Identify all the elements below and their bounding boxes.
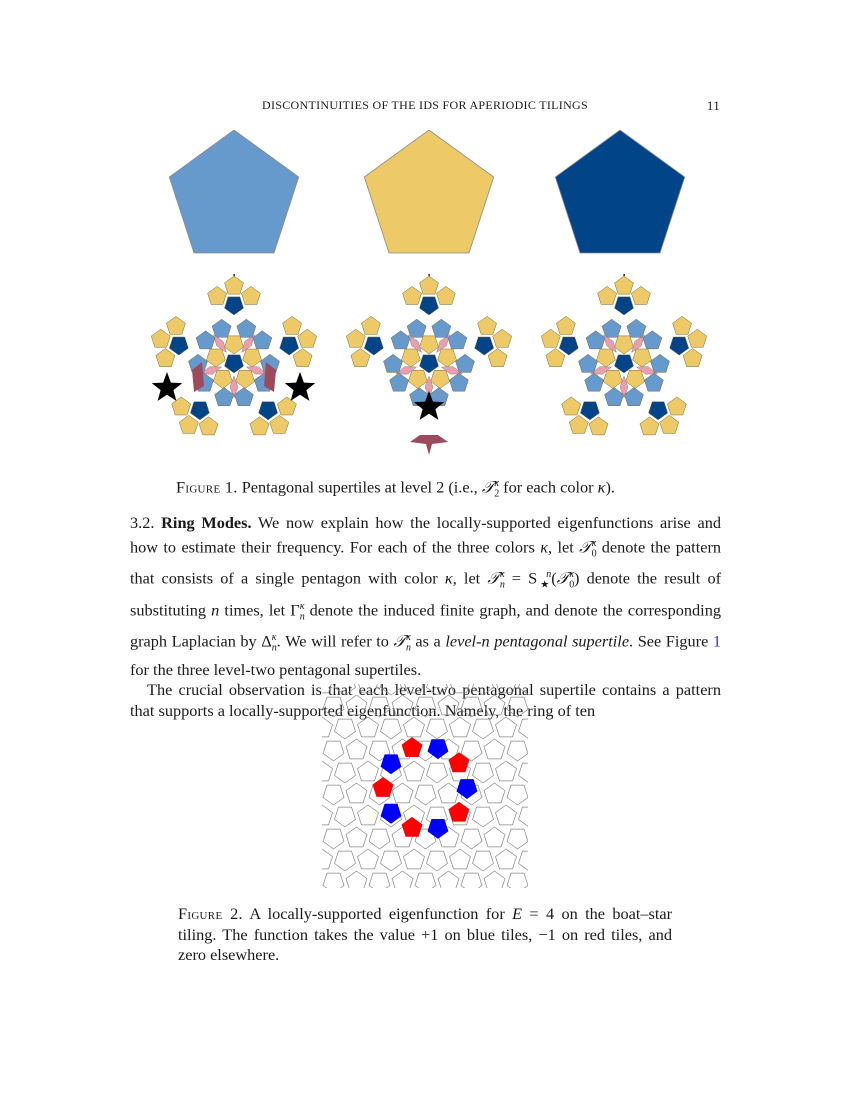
- tile-outline: [369, 873, 390, 888]
- math-n: n: [211, 600, 220, 620]
- tile: [448, 331, 467, 349]
- tile: [253, 331, 272, 349]
- math-E: E: [512, 904, 523, 923]
- tile: [627, 319, 646, 337]
- tile: [670, 337, 689, 355]
- tile-outline: [323, 697, 344, 717]
- tile: [651, 354, 670, 372]
- caption-label: Figure 1.: [176, 477, 238, 497]
- tile: [250, 417, 269, 435]
- tile: [206, 349, 225, 367]
- tile-outline: [323, 785, 344, 805]
- tile-outline: [484, 739, 505, 759]
- math-kappa: κ: [540, 537, 549, 557]
- tile-outline: [461, 697, 482, 717]
- tile-outline: [496, 761, 517, 781]
- tile: [390, 373, 409, 391]
- tile: [408, 370, 427, 388]
- black-star: [285, 372, 315, 401]
- tile-outline: [519, 719, 529, 739]
- tile: [546, 349, 565, 367]
- tile-outline: [346, 783, 367, 803]
- tile: [225, 336, 244, 354]
- tile: [667, 397, 686, 415]
- tile: [649, 402, 668, 420]
- tile: [236, 370, 255, 388]
- paragraph-1: 3.2. Ring Modes. We now explain how the locally-supported eigenfunctions arise and how to estimate their frequency. For each of the three colors κ, let 𝒯$_0^\kappa$ denote the pattern that consists of a single pentagon with color κ, let 𝒯$_n^\kappa$ = $S_★^n(𝒯_0^\kappa)$ denote the result of substituting n times, let $\Gamma_n^\kappa$ denote the induced finite graph, and denote the corresponding graph Laplacian by $\Delta_n^\kappa$. We will refer to 𝒯$_n^\kappa$ as a level-n pentagonal supertile. See Figure 1 for the three level-two pentagonal supertiles.: [130, 513, 722, 679]
- tile: [456, 354, 475, 372]
- tile-outline: [322, 849, 333, 869]
- emphasis: level-n pentagonal supertile: [445, 631, 630, 651]
- red-tile: [402, 737, 423, 757]
- tile: [364, 337, 383, 355]
- tile-outline: [358, 805, 379, 825]
- tile-outline: [392, 695, 413, 715]
- tile-outline: [322, 805, 333, 825]
- tile: [556, 316, 575, 334]
- tile-outline: [507, 741, 528, 761]
- tile: [298, 329, 317, 347]
- tile: [283, 316, 302, 334]
- tile: [624, 388, 643, 406]
- running-head: [130, 98, 720, 116]
- tile-outline: [473, 807, 494, 827]
- tile-outline: [322, 684, 333, 693]
- tile-outline: [473, 851, 494, 871]
- paragraph-2: The crucial observation is that each level-two pentagonal supertile contains a pattern that supports a locally-supported eigenfunction. Namely, the ring of ten: [130, 680, 721, 721]
- tile: [166, 316, 185, 334]
- tile: [605, 388, 624, 406]
- tile: [401, 349, 420, 367]
- tile: [277, 397, 296, 415]
- tile: [196, 331, 215, 349]
- tile-outline: [381, 719, 402, 739]
- tile: [169, 337, 188, 355]
- tile-outline: [392, 871, 413, 888]
- tile: [579, 354, 598, 372]
- tile-outline: [392, 783, 413, 803]
- tile-outline: [322, 717, 333, 737]
- tile: [213, 370, 232, 388]
- tile-outline: [484, 871, 505, 888]
- tile-outline: [496, 849, 517, 869]
- tile-outline: [519, 807, 529, 827]
- tile-outline: [461, 873, 482, 888]
- tile: [431, 370, 450, 388]
- text: times, let Γ: [219, 600, 300, 620]
- tile-outline: [461, 829, 482, 849]
- black-star: [152, 372, 182, 401]
- figure-2-graphic: [322, 684, 528, 888]
- caption-text: for each color: [499, 477, 598, 497]
- text: , let: [548, 537, 580, 557]
- tile: [596, 349, 615, 367]
- blue-tile: [381, 804, 402, 824]
- tile: [559, 337, 578, 355]
- maroon-boat-tile: [410, 435, 448, 455]
- tile: [391, 331, 410, 349]
- tile: [420, 297, 439, 315]
- tile: [151, 329, 170, 347]
- red-tile: [402, 817, 423, 837]
- figure-2: [322, 684, 528, 888]
- math-sub: 2: [494, 488, 500, 500]
- red-tile: [373, 777, 394, 797]
- text: as a: [410, 631, 446, 651]
- tile-outline: [323, 873, 344, 888]
- math-T: 𝒯: [481, 477, 495, 497]
- tile-outline: [346, 695, 367, 715]
- tile: [598, 286, 617, 304]
- tile: [475, 337, 494, 355]
- text: denote the pattern that consists of a single pentagon with color: [130, 537, 722, 588]
- caption-text: = 4 on the boat–star tiling. The function takes the value +1 on blue tiles, −1 on red tiles, and zero elsewhere.: [178, 904, 673, 964]
- tile: [179, 415, 198, 433]
- tile: [580, 402, 599, 420]
- tile: [631, 286, 650, 304]
- tile-outline: [473, 684, 494, 695]
- tile: [293, 349, 312, 367]
- supertile-yellow: [346, 276, 511, 406]
- tile-outline: [450, 684, 471, 693]
- tile: [241, 286, 260, 304]
- tile: [351, 349, 370, 367]
- red-tile: [449, 752, 470, 772]
- caption-text: Pentagonal supertiles at level 2 (i.e.,: [237, 477, 482, 497]
- tile-outline: [358, 684, 379, 693]
- tile: [493, 329, 512, 347]
- text: for the three level-two pentagonal supertiles.: [130, 659, 422, 679]
- tiling-edges: [322, 684, 528, 888]
- tile-outline: [415, 873, 436, 888]
- text: . We will refer to: [276, 631, 394, 651]
- tile: [243, 349, 262, 367]
- tile-outline: [438, 783, 459, 803]
- tile: [438, 349, 457, 367]
- tile-outline: [358, 761, 379, 781]
- tile: [615, 336, 634, 354]
- tile: [683, 349, 702, 367]
- tile: [208, 286, 227, 304]
- tile: [673, 316, 692, 334]
- figure-1-caption: [176, 474, 615, 505]
- tile: [585, 373, 604, 391]
- tile-outline: [404, 849, 425, 869]
- figure-1-graphic: [140, 130, 720, 460]
- text: = S: [504, 568, 538, 588]
- tile: [199, 417, 218, 435]
- tile-outline: [427, 851, 448, 871]
- math-T: 𝒯: [487, 568, 500, 588]
- tile-outline: [507, 785, 528, 805]
- tile: [643, 331, 662, 349]
- text: . See Figure: [629, 631, 713, 651]
- dark-blue-pentagon: [555, 130, 684, 253]
- math-sup: κ: [494, 478, 500, 489]
- tile-outline: [335, 807, 356, 827]
- tile-outline: [346, 827, 367, 847]
- text: denote the result of substituting: [130, 568, 722, 620]
- tile-outline: [369, 697, 390, 717]
- tile-outline: [404, 684, 425, 693]
- caption-text: A locally-supported eigenfunction for: [242, 904, 513, 923]
- tile: [420, 336, 439, 354]
- tile-outline: [427, 719, 448, 739]
- tile-outline: [484, 827, 505, 847]
- tile-outline: [369, 829, 390, 849]
- tile-outline: [381, 684, 402, 695]
- tile-outline: [496, 805, 517, 825]
- tile-outline: [404, 761, 425, 781]
- tile: [384, 354, 403, 372]
- tile-outline: [323, 741, 344, 761]
- text: We now explain how the locally-supported eigenfunctions arise and how to estimate their frequency. For each of the three colors: [130, 513, 721, 557]
- tile-outline: [415, 785, 436, 805]
- tile-outline: [335, 684, 356, 695]
- figure-2-caption: [178, 904, 672, 966]
- tile: [603, 370, 622, 388]
- figure-1: [140, 130, 720, 460]
- tile-outline: [507, 873, 528, 888]
- blue-tile: [428, 819, 449, 839]
- tile: [562, 397, 581, 415]
- tile-outline: [507, 829, 528, 849]
- tile-outline: [450, 717, 471, 737]
- section-title: Ring Modes.: [161, 513, 252, 532]
- tile: [215, 388, 234, 406]
- tile-outline: [335, 763, 356, 783]
- tile-outline: [323, 829, 344, 849]
- yellow-pentagon: [364, 130, 493, 253]
- tile-outline: [496, 684, 517, 693]
- blue-tile: [457, 779, 478, 799]
- text: , let: [452, 568, 488, 588]
- caption-label: Figure 2.: [178, 904, 243, 923]
- section-number: 3.2.: [130, 513, 155, 532]
- tile-outline: [335, 719, 356, 739]
- page-number: 11: [706, 98, 720, 113]
- tile-outline: [473, 763, 494, 783]
- tile: [541, 329, 560, 347]
- math-T: 𝒯: [393, 631, 407, 651]
- tile-outline: [438, 871, 459, 888]
- tile: [361, 316, 380, 334]
- tile: [478, 316, 497, 334]
- math-kappa: κ: [597, 477, 606, 497]
- tile-outline: [322, 761, 333, 781]
- tile: [688, 329, 707, 347]
- figure-1-link[interactable]: 1: [712, 631, 722, 651]
- supertile-dark-blue: [541, 276, 706, 435]
- tile-outline: [415, 697, 436, 717]
- tile: [225, 297, 244, 315]
- tile: [633, 349, 652, 367]
- tile-outline: [484, 783, 505, 803]
- tile: [615, 297, 634, 315]
- tile-outline: [519, 763, 529, 783]
- caption-text: ).: [605, 477, 615, 497]
- tile-outline: [450, 849, 471, 869]
- tile: [626, 370, 645, 388]
- tile-outline: [381, 851, 402, 871]
- tile-outline: [507, 697, 528, 717]
- tile-outline: [358, 717, 379, 737]
- tile: [432, 319, 451, 337]
- red-tile: [449, 802, 470, 822]
- math-T: 𝒯: [579, 537, 592, 557]
- tile: [640, 417, 659, 435]
- tile-outline: [427, 763, 448, 783]
- tile: [660, 415, 679, 433]
- tile-outline: [346, 871, 367, 888]
- supertile-light-blue: [151, 276, 316, 435]
- blue-tile: [381, 754, 402, 774]
- tile-outline: [404, 717, 425, 737]
- tile-outline: [484, 695, 505, 715]
- tile: [280, 337, 299, 355]
- tile: [589, 417, 608, 435]
- tile: [212, 319, 231, 337]
- tile: [259, 402, 278, 420]
- tile-outline: [473, 719, 494, 739]
- tile: [190, 402, 209, 420]
- tile: [586, 331, 605, 349]
- tile: [237, 319, 256, 337]
- tile: [569, 415, 588, 433]
- tile-outline: [427, 684, 448, 695]
- text: denote the induced finite graph, and denote the corresponding graph Laplacian by Δ: [130, 600, 721, 651]
- tile: [488, 349, 507, 367]
- tile: [270, 415, 289, 433]
- tile-outline: [346, 739, 367, 759]
- tile: [346, 329, 365, 347]
- tile: [602, 319, 621, 337]
- tile: [644, 373, 663, 391]
- tile: [403, 286, 422, 304]
- tile: [436, 286, 455, 304]
- tile-outline: [358, 849, 379, 869]
- tile: [407, 319, 426, 337]
- tile-outline: [335, 851, 356, 871]
- tile-outline: [519, 684, 529, 695]
- tile-outline: [496, 717, 517, 737]
- running-title: DISCONTINUITIES OF THE IDS FOR APERIODIC TILINGS: [262, 98, 588, 112]
- math-kappa: κ: [444, 568, 453, 588]
- blue-tile: [428, 739, 449, 759]
- tile: [449, 373, 468, 391]
- tile-outline: [438, 695, 459, 715]
- light-blue-pentagon: [169, 130, 298, 253]
- tile-outline: [519, 851, 529, 871]
- tile: [156, 349, 175, 367]
- tile: [234, 388, 253, 406]
